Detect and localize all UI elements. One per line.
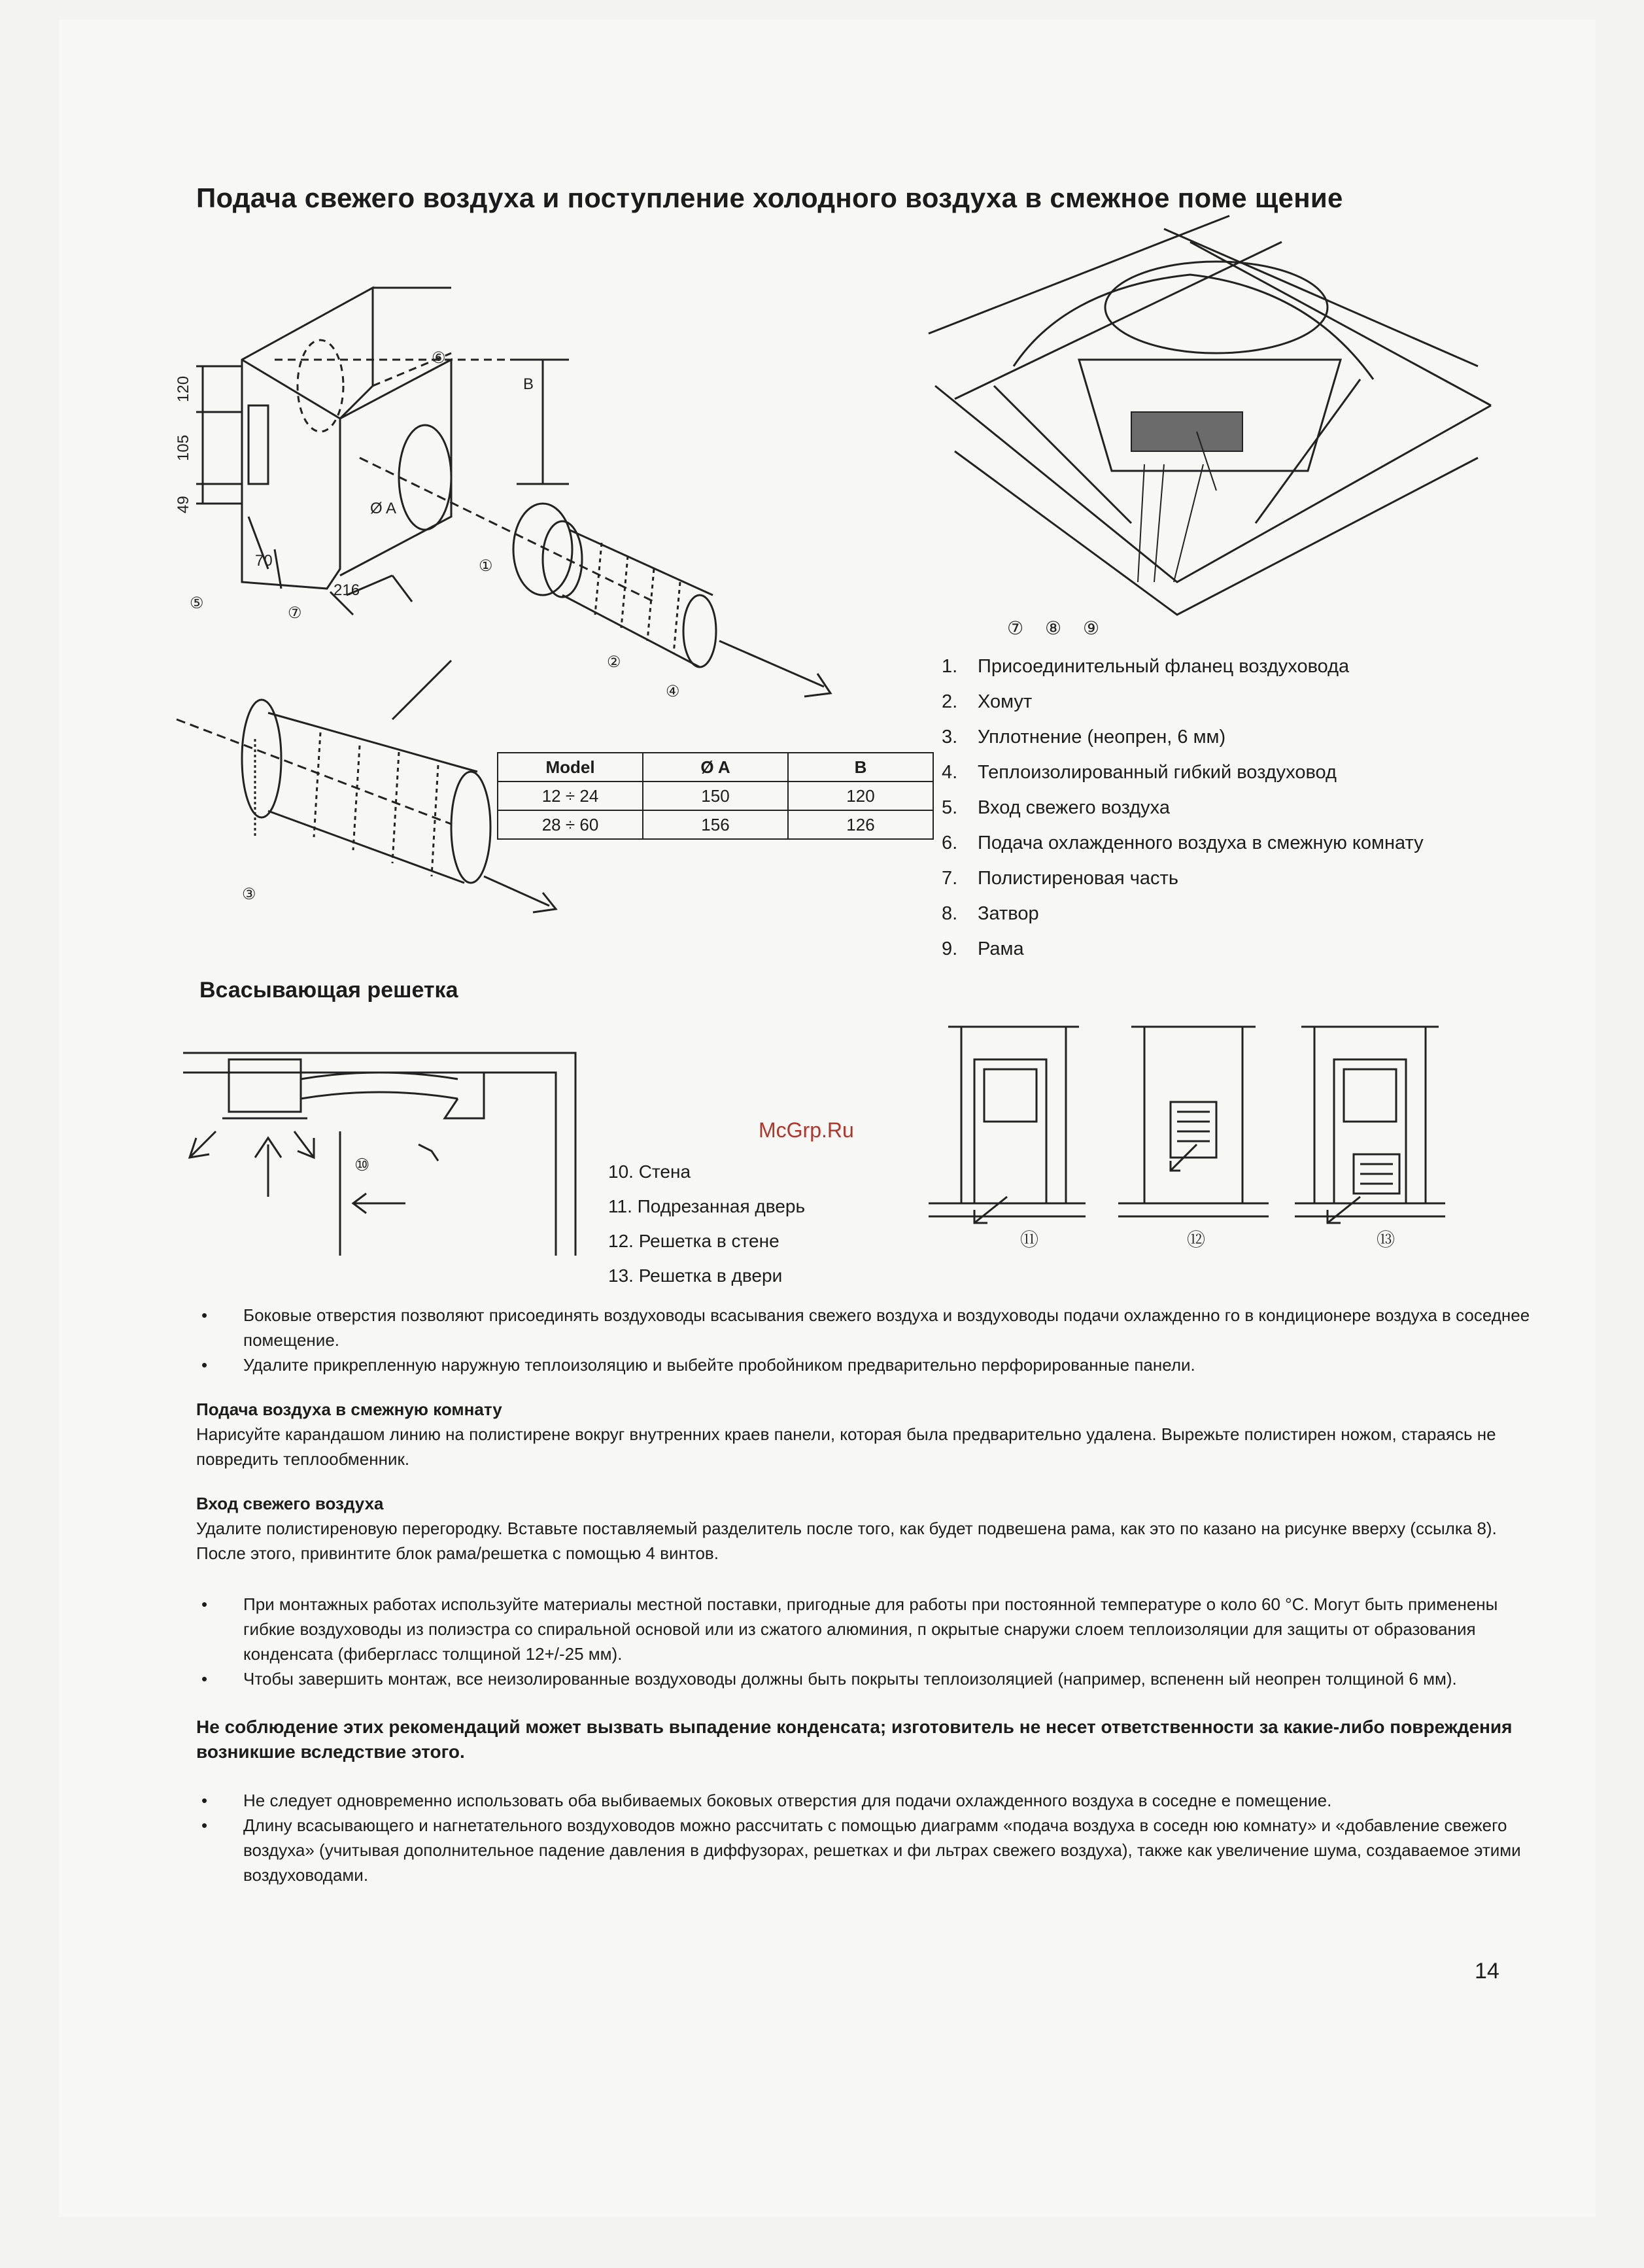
adjacent-room-text: Нарисуйте карандашом линию на полистирене вокруг внутренних краев панели, которая была предварительно удалена. Вырежьте полистирен ножом, стараясь не повредить теплообменник. xyxy=(196,1424,1496,1469)
adjacent-room-heading: Подача воздуха в смежную комнату xyxy=(196,1400,502,1419)
dimension-70: 70 xyxy=(255,552,273,570)
dimension-b: B xyxy=(523,375,534,393)
table-header: B xyxy=(788,753,933,782)
table-header: Model xyxy=(498,753,643,782)
legend-item: 8. Затвор xyxy=(942,903,1039,924)
cassette-unit-diagram xyxy=(916,216,1491,647)
callout-6: ⑥ xyxy=(432,349,446,367)
legend-item: 3. Уплотнение (неопрен, 6 мм) xyxy=(942,727,1226,747)
callout-7: ⑦ xyxy=(288,604,302,622)
callout-13: ⑬ xyxy=(1377,1229,1396,1250)
legend-item: 5. Вход свежего воздуха xyxy=(942,797,1170,818)
bullet-list-3 xyxy=(196,1788,1530,1887)
dimension-oa: Ø A xyxy=(370,500,397,517)
legend-item: 13. Решетка в двери xyxy=(608,1265,783,1286)
table-header: Ø A xyxy=(643,753,788,782)
bullet-list-1 xyxy=(196,1303,1530,1377)
page-title: Подача свежего воздуха и поступление холодного воздуха в смежное поме щение xyxy=(196,182,1343,213)
callout-12: ⑫ xyxy=(1187,1229,1206,1250)
table-cell: 156 xyxy=(643,810,788,839)
table-cell: 126 xyxy=(788,810,933,839)
callout-4: ④ xyxy=(666,683,680,700)
table-cell: 150 xyxy=(643,782,788,810)
dimension-216: 216 xyxy=(334,581,360,599)
suction-grille-diagram xyxy=(183,1040,589,1262)
body-text xyxy=(196,1303,1530,1887)
legend-item: 10. Стена xyxy=(608,1161,691,1182)
legend-item: 1. Присоединительный фланец воздуховода xyxy=(942,656,1350,677)
legend-item: 6. Подача охлажденного воздуха в смежную комнату xyxy=(942,833,1424,853)
fresh-air-text: Удалите полистиреновую перегородку. Вставьте поставляемый разделитель после того, как будет подвешена рама, как это по казано на рисунке вверху (ссылка 8). После этого, привинтите блок рама/решетка с помощью 4 винтов. xyxy=(196,1519,1497,1563)
callout-5: ⑤ xyxy=(190,594,204,612)
list-item: • Чтобы завершить монтаж, все неизолированные воздуховоды должны быть покрыты теплоизоляцией (например, вспененн ый неопрен толщиной 6 мм). xyxy=(196,1666,1530,1691)
legend-item: 2. Хомут xyxy=(942,691,1033,712)
door-options-diagram xyxy=(929,1014,1465,1256)
list-item: • Длину всасывающего и нагнетательного воздуховодов можно рассчитать с помощью диаграмм «подача воздуха в соседн юю комнату» и «добавление свежего воздуха» (учитывая дополнительное падение давления в диффузорах, решетках и фи льтрах свежего воздуха), также как увеличение шума, создаваемое этими воздуховодами. xyxy=(196,1813,1530,1887)
callout-3: ③ xyxy=(242,885,256,903)
callout-7-right: ⑦ xyxy=(1007,618,1024,638)
table-cell: 120 xyxy=(788,782,933,810)
page-number: 14 xyxy=(1475,1959,1499,1984)
callout-2: ② xyxy=(607,653,621,671)
list-item: • Боковые отверстия позволяют присоединять воздуховоды всасывания свежего воздуха и воздуховоды подачи охлажденно го в кондиционере воздуха в соседнее помещение. xyxy=(196,1303,1530,1352)
legend-item: 9. Рама xyxy=(942,938,1024,959)
callout-8: ⑧ xyxy=(1045,618,1062,638)
warning-text: Не соблюдение этих рекомендаций может вызвать выпадение конденсата; изготовитель не несет ответственности за какие-либо повреждения возникшие вследствие этого. xyxy=(196,1717,1513,1762)
callout-9: ⑨ xyxy=(1083,618,1100,638)
list-item: • Удалите прикрепленную наружную теплоизоляцию и выбейте пробойником предварительно перфорированные панели. xyxy=(196,1352,1530,1377)
suction-grille-heading: Всасывающая решетка xyxy=(199,978,458,1003)
fresh-air-heading: Вход свежего воздуха xyxy=(196,1494,384,1513)
table-row xyxy=(498,782,933,810)
dimension-49: 49 xyxy=(175,496,192,513)
parts-legend xyxy=(942,649,1583,967)
list-item: • При монтажных работах используйте материалы местной поставки, пригодные для работы при постоянной температуре о коло 60 °С. Могут быть применены гибкие воздуховоды из полиэстра со спиральной основой или из сжатого алюминия, п окрытые снаружи слоем теплоизоляции для защиты от образования конденсата (фибергласс толщиной 12+/-25 мм). xyxy=(196,1592,1530,1666)
table-cell: 28 ÷ 60 xyxy=(498,810,643,839)
dimension-120: 120 xyxy=(175,375,192,402)
duct-connection-diagram xyxy=(177,288,902,974)
callout-11: ⑪ xyxy=(1020,1229,1039,1250)
callout-10: ⑩ xyxy=(354,1155,370,1175)
list-item: • Не следует одновременно использовать оба выбиваемых боковых отверстия для подачи охлажденного воздуха в соседне е помещение. xyxy=(196,1788,1530,1813)
table-row xyxy=(498,810,933,839)
table-header-row xyxy=(498,753,933,782)
table-cell: 12 ÷ 24 xyxy=(498,782,643,810)
bullet-list-2 xyxy=(196,1592,1530,1691)
legend-item: 7. Полистиреновая часть xyxy=(942,868,1178,889)
watermark: McGrp.Ru xyxy=(759,1118,854,1142)
dimension-105: 105 xyxy=(175,434,192,461)
legend-item: 11. Подрезанная дверь xyxy=(608,1196,806,1216)
legend-item: 4. Теплоизолированный гибкий воздуховод xyxy=(942,762,1337,783)
legend-item: 12. Решетка в стене xyxy=(608,1231,779,1251)
callout-1: ① xyxy=(479,557,493,575)
model-table xyxy=(497,752,934,840)
suction-legend xyxy=(608,1154,805,1293)
